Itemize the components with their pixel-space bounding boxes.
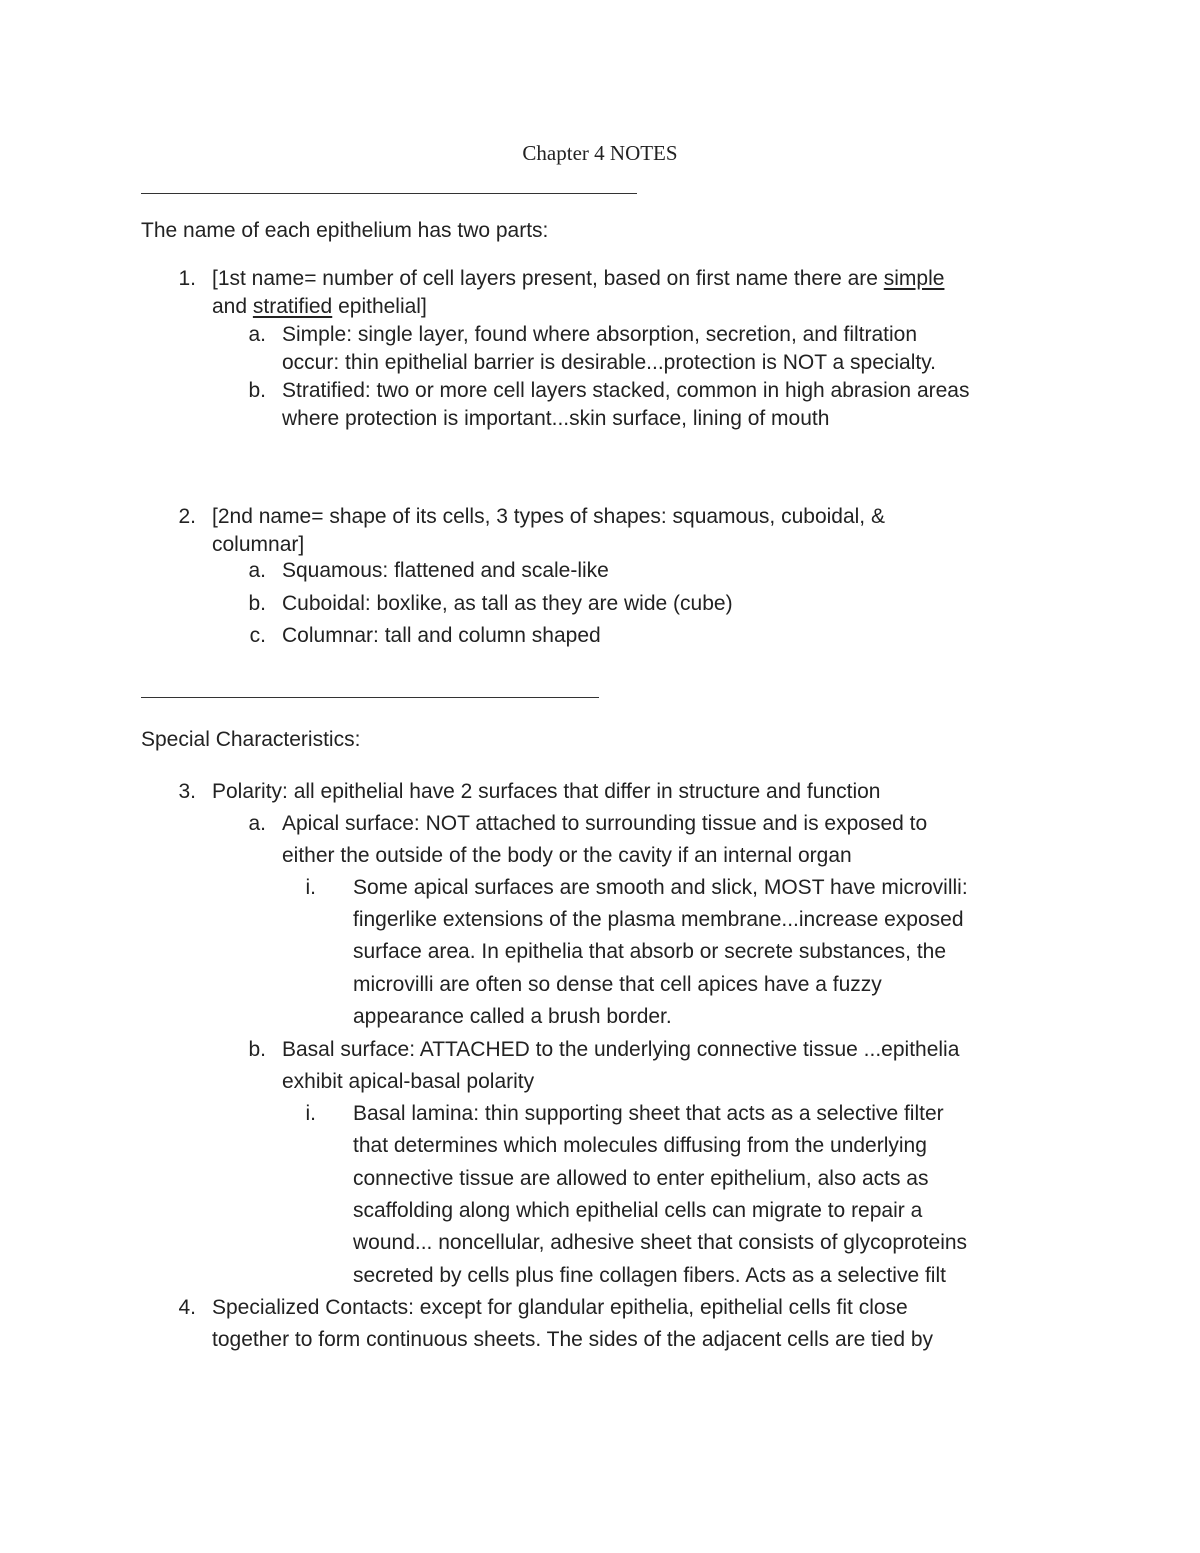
item1-line2-end: epithelial]	[332, 295, 427, 318]
title-divider	[141, 193, 637, 194]
item3a-i-line4: microvilli are often so dense that cell apices have a fuzzy	[353, 973, 882, 996]
item3a-i-line1: Some apical surfaces are smooth and slick, MOST have microvilli:	[353, 876, 968, 899]
list-number-3: 3.	[178, 780, 196, 803]
document-title: Chapter 4 NOTES	[522, 141, 678, 165]
item3a-i-line2: fingerlike extensions of the plasma membrane...increase exposed	[353, 908, 964, 931]
item3b-line1: Basal surface: ATTACHED to the underlying connective tissue ...epithelia	[282, 1038, 960, 1061]
item1b-line1: Stratified: two or more cell layers stacked, common in high abrasion areas	[282, 379, 970, 402]
section-divider	[141, 697, 599, 698]
item3a-line1: Apical surface: NOT attached to surrounding tissue and is exposed to	[282, 812, 928, 835]
item3-text: Polarity: all epithelial have 2 surfaces that differ in structure and function	[212, 780, 881, 803]
item1-line1-text: [1st name= number of cell layers present, based on first name there are	[212, 267, 884, 290]
item2-line1: [2nd name= shape of its cells, 3 types of shapes: squamous, cuboidal, &	[212, 505, 885, 528]
item2a-text: Squamous: flattened and scale-like	[282, 559, 609, 582]
list-number-2: 2.	[178, 505, 196, 528]
item1a-line1: Simple: single layer, found where absorption, secretion, and filtration	[282, 323, 918, 346]
item1-line2	[212, 293, 427, 321]
sublist-marker-3a: a.	[248, 812, 266, 835]
list-number-1: 1.	[178, 267, 196, 290]
item3b-i-line3: connective tissue are allowed to enter epithelium, also acts as	[353, 1167, 929, 1190]
sublist-marker-2a: a.	[248, 559, 266, 582]
item2c-text: Columnar: tall and column shaped	[282, 624, 601, 647]
stratified-underlined: stratified	[252, 295, 333, 318]
item4-line1: Specialized Contacts: except for glandular epithelia, epithelial cells fit close	[212, 1296, 908, 1319]
sublist-marker-3a-i: i.	[305, 876, 316, 899]
item1-line2-start: and	[212, 295, 253, 318]
item1a-line2: occur: thin epithelial barrier is desirable...protection is NOT a specialty.	[282, 351, 937, 374]
sublist-marker-3b: b.	[248, 1038, 266, 1061]
simple-underlined: simple	[883, 267, 945, 290]
item3b-i-line2: that determines which molecules diffusing from the underlying	[353, 1134, 927, 1157]
item3a-line2: either the outside of the body or the cavity if an internal organ	[282, 844, 852, 867]
intro-text: The name of each epithelium has two parts:	[141, 219, 549, 242]
sublist-marker-2c: c.	[249, 624, 266, 647]
item1b-line2: where protection is important...skin surface, lining of mouth	[282, 407, 830, 430]
item3b-i-line1: Basal lamina: thin supporting sheet that acts as a selective filter	[353, 1102, 944, 1125]
sublist-marker-2b: b.	[248, 592, 266, 615]
item2-line2: columnar]	[212, 533, 305, 556]
sublist-marker-3b-i: i.	[305, 1102, 316, 1125]
section2-heading: Special Characteristics:	[141, 728, 361, 751]
item3a-i-line5: appearance called a brush border.	[353, 1005, 672, 1028]
item3b-i-line5: wound... noncellular, adhesive sheet that consists of glycoproteins	[353, 1231, 968, 1254]
list-number-4: 4.	[178, 1296, 196, 1319]
sublist-marker-1b: b.	[248, 379, 266, 402]
item1-line1	[212, 265, 944, 293]
item3b-i-line4: scaffolding along which epithelial cells can migrate to repair a	[353, 1199, 923, 1222]
item3b-i-line6: secreted by cells plus fine collagen fibers. Acts as a selective filt	[353, 1264, 946, 1287]
sublist-marker-1a: a.	[248, 323, 266, 346]
item3b-line2: exhibit apical-basal polarity	[282, 1070, 535, 1093]
item4-line2: together to form continuous sheets. The sides of the adjacent cells are tied by	[212, 1328, 934, 1351]
item3a-i-line3: surface area. In epithelia that absorb or secrete substances, the	[353, 940, 947, 963]
item2b-text: Cuboidal: boxlike, as tall as they are wide (cube)	[282, 592, 733, 615]
